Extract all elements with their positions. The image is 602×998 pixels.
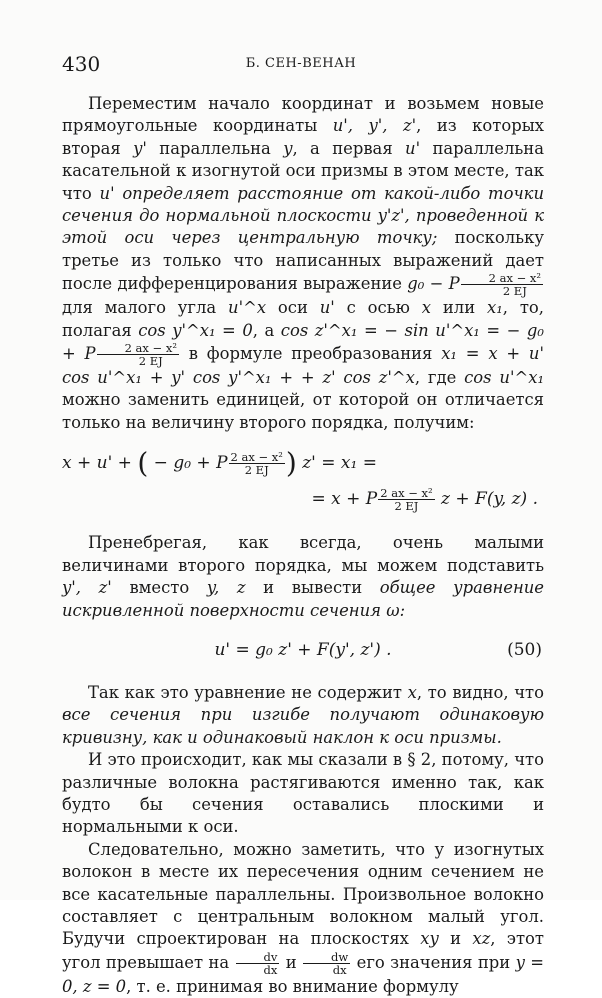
fraction: $\frac{dv}{dx}$ [236,951,280,976]
fraction: $\frac{\text{2 ax − x²}}{2 EJ}$ [380,486,433,514]
fraction: $\frac{\text{2 ax − x²}}{2 EJ}$ [461,272,543,297]
paragraph-5: Следовательно, можно заметить, что у изогнутых волокон в месте их пересечения одним сечением не все касательные параллельны. Произвольное волокно составляет с центральным волокном малый угол. Будучи спроектирован на плоскостях xy и xz, этот угол превышает на $\frac{dv}{dx}$ и $\frac{dw}{dx}$ его значения при y = 0, z = 0, т. е. принимая во внимание формулу [62,839,544,996]
italic-statement: общее уравнение искривленной поверхности сечения ω: [62,578,544,620]
paragraph-4: И это происходит, как мы сказали в § 2, потому, что различные волокна растягиваются именно так, как будто бы сечения оставались плоскими и нормальными к оси. [62,750,544,837]
fraction: $\frac{\text{2 ax − x²}}{2 EJ}$ [97,342,179,367]
paragraph-2: Пренебрегая, как всегда, очень малыми величинами второго порядка, мы можем подставить y', z' вместо y, z и вывести общее уравнение искривленной поверхности сечения ω: [62,533,544,620]
paragraph-1: Переместим начало координат и возьмем новые прямоугольные координаты u', y', z', из которых вторая y' параллельна y, а первая u' параллельна касательной к изогнутой оси призмы в этом месте, так что u' определяет расстояние от какой-либо точки сечения до нормальной плоскости y'z', проведенной к этой оси через центральную точку; поскольку третье из только что написанных выражений дает после дифференцирования выражение g₀ − P $\frac{\text{2 ax − x²}}{2 EJ}$ для малого угла u'^x оси u' с осью x или x₁, то, полагая cos y'^x₁ = 0, а cos z'^x₁ = − sin u'^x₁ = − g₀ + P $\frac{\text{2 ax − x²}}{2 EJ}$ в формуле преобразования x₁ = x + u' cos u'^x₁ + y' cos y'^x₁ + + z' cos z'^x, где cos u'^x₁ можно заменить единицей, от которой он отличается только на величину второго порядка, получим: [62,94,545,432]
fraction: $\frac{dw}{dx}$ [303,951,350,976]
page-number: 430 [62,52,101,76]
italic-conclusion: все сечения при изгибе получают одинаковую кривизну, как и одинаковый наклон к оси призмы. [62,705,544,747]
equation-50-body: u' = g₀ z' + F(y', z') . [214,639,392,660]
page-content [62,93,544,998]
fraction: $\frac{\text{2 ax − x²}}{2 EJ}$ [230,450,283,478]
equation-number: (50) [507,639,542,660]
equation-transform-line-2: = x + P $\frac{\text{2 ax − x²}}{2 EJ}$ z + F(y, z) . [311,486,538,514]
page-header [62,52,540,78]
paragraph-3: Так как это уравнение не содержит x, то видно, что все сечения при изгибе получают одинаковую кривизну, как и одинаковый наклон к оси призмы. [62,682,544,747]
equation-50 [62,632,544,668]
equation-transform-line-1: x + u' + ( − g₀ + P $\frac{\text{2 ax − x²}}{2 EJ}$ ) z' = x₁ = [62,446,377,480]
running-head: Б. СЕН-ВЕНАН [245,56,357,71]
italic-definition: u' определяет расстояние от какой-либо точки сечения до нормальной плоскости y'z', проведенной к этой оси через центральную точку; [62,183,544,248]
